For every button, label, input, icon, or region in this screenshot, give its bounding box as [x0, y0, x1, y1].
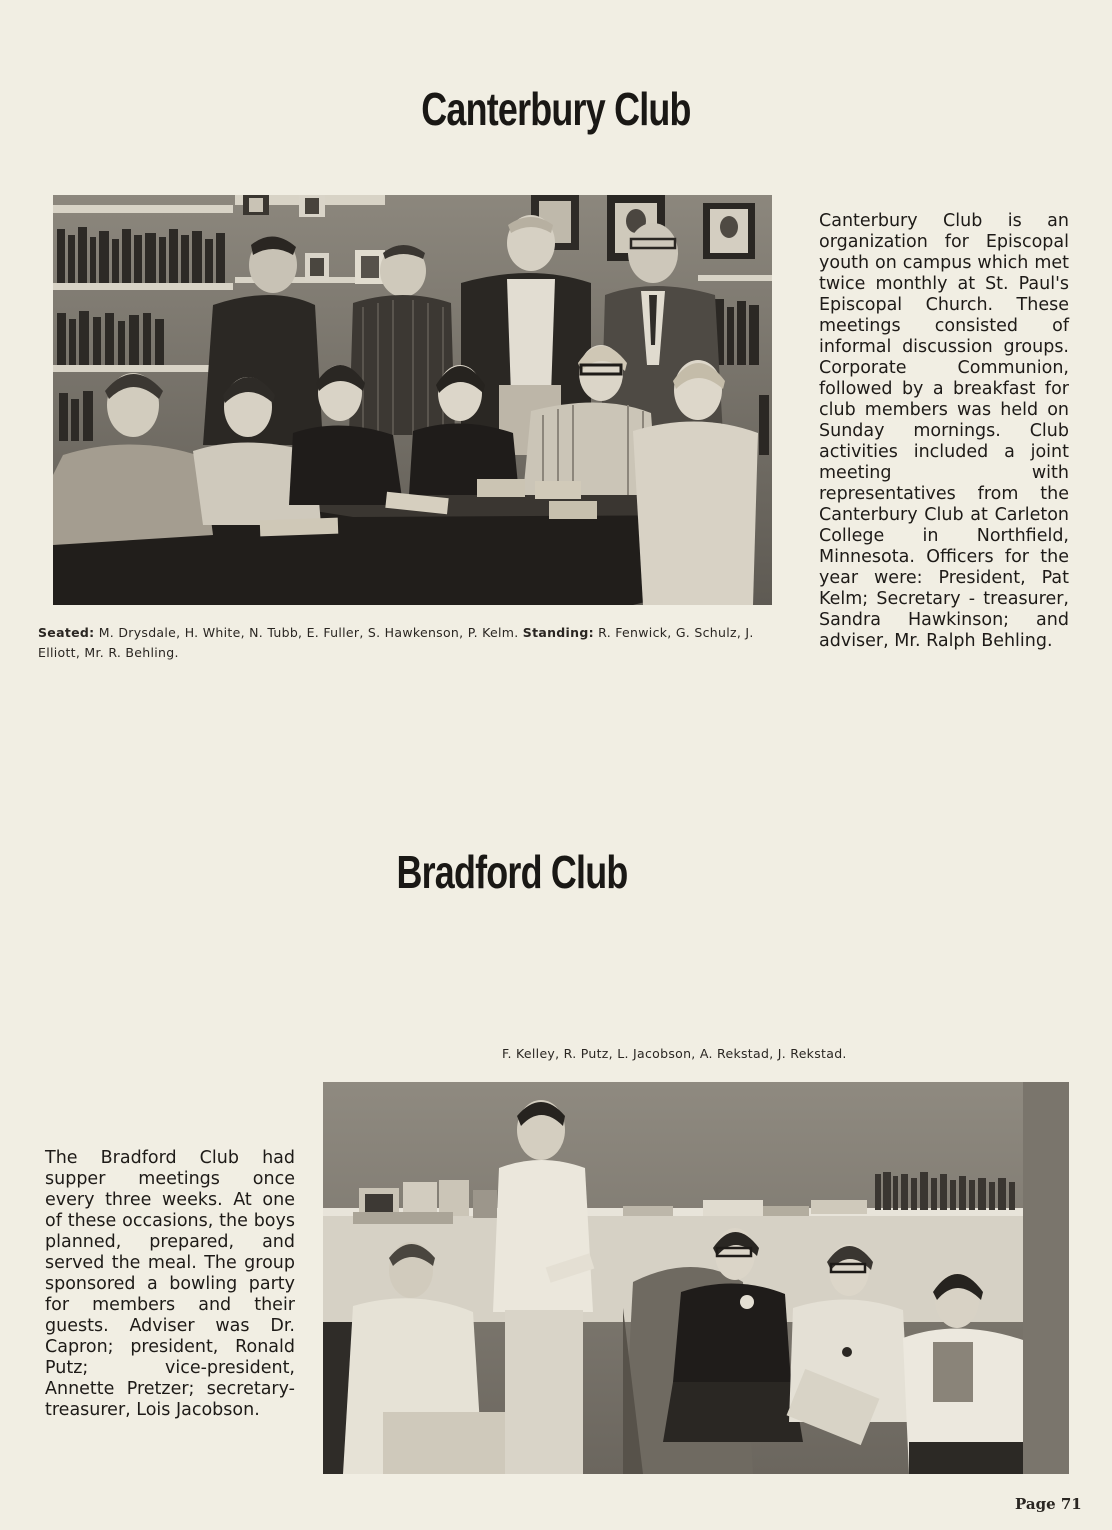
- canterbury-photo-illustration: [53, 195, 772, 605]
- caption-seated-names: M. Drysdale, H. White, N. Tubb, E. Fuller, S. Hawkenson, P. Kelm.: [94, 625, 523, 640]
- caption-standing-label: Standing:: [522, 625, 594, 640]
- page-number: Page 71: [1015, 1495, 1082, 1513]
- bradford-description: The Bradford Club had supper meetings once every three weeks. At one of these occasions, the boys planned, prepared, and served the meal. The group sponsored a bowling party for members and their guests. Adviser was Dr. Capron; president, Ronald Putz; vice-president, Annette Pretzer; secretary-treasurer, Lois Jacobson.: [45, 1147, 295, 1420]
- caption-standing-names: R. Fenwick, G. Schulz, J. Elliott, Mr. R. Behling.: [38, 625, 754, 660]
- bradford-photo-illustration: [323, 1082, 1069, 1474]
- caption-seated-label: Seated:: [38, 625, 95, 640]
- bradford-photo-caption: F. Kelley, R. Putz, L. Jacobson, A. Rekstad, J. Rekstad.: [502, 1046, 847, 1061]
- canterbury-description: Canterbury Club is an organization for Episcopal youth on campus which met twice monthly at St. Paul's Episcopal Church. These meetings consisted of informal discussion groups. Corporate Communion, followed by a breakfast for club members was held on Sunday mornings. Club activities included a joint meeting with representatives from the Canterbury Club at Carleton College in Northfield, Minnesota. Officers for the year were: President, Pat Kelm; Secretary - treasurer, Sandra Hawkinson; and adviser, Mr. Ralph Behling.: [819, 210, 1069, 651]
- canterbury-club-photo: [53, 195, 772, 605]
- canterbury-club-title: Canterbury Club: [421, 83, 691, 135]
- canterbury-photo-caption: [38, 623, 788, 663]
- bradford-club-photo: [323, 1082, 1069, 1474]
- bradford-club-title: Bradford Club: [396, 846, 628, 898]
